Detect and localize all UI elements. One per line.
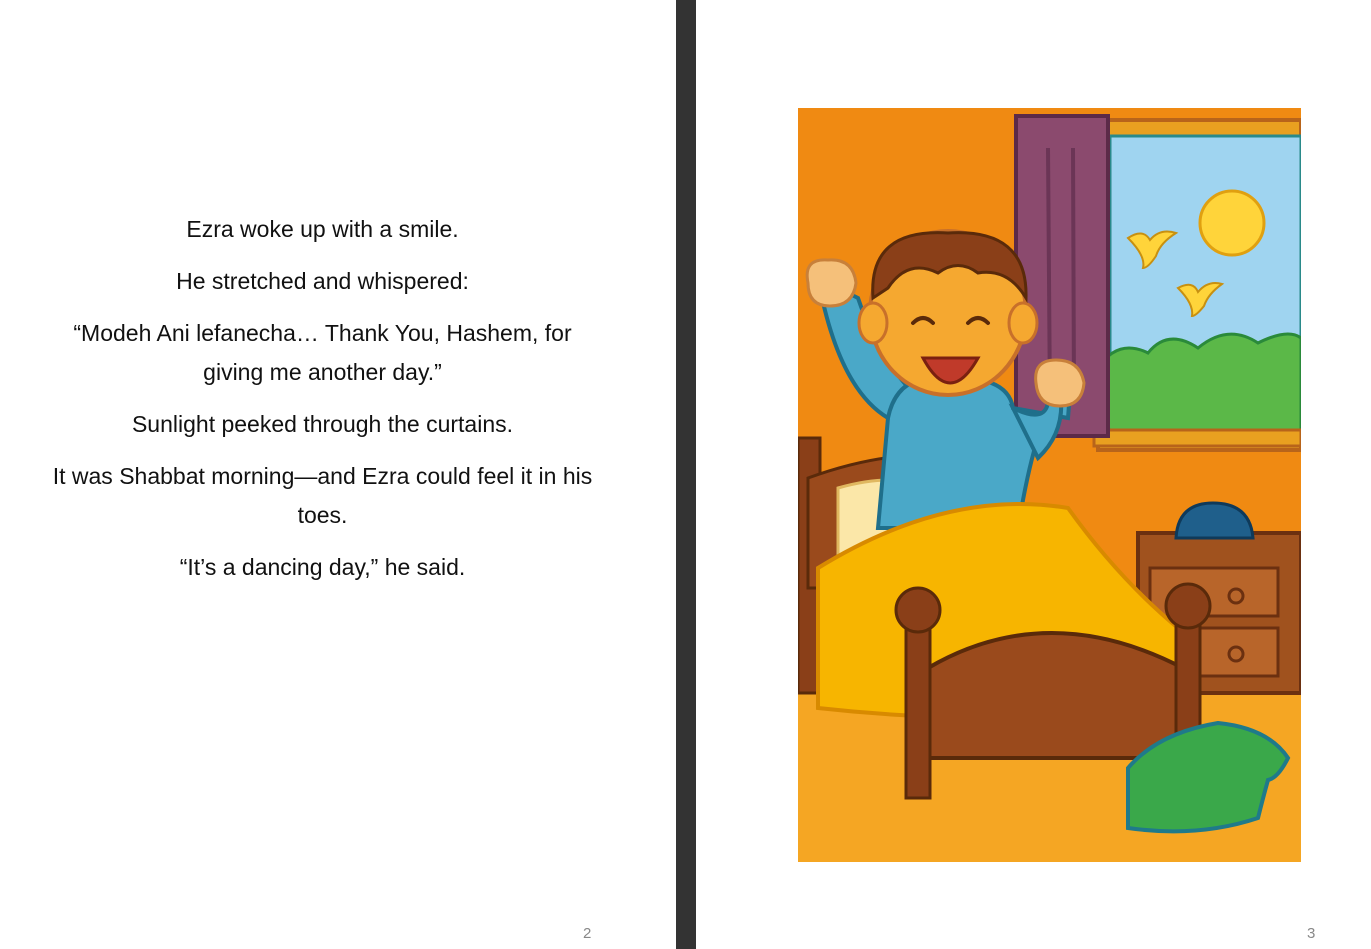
- page-gutter: [676, 0, 696, 949]
- bedroom-illustration: [798, 108, 1301, 862]
- story-paragraph: “Modeh Ani lefanecha… Thank You, Hashem, for giving me another day.”: [73, 320, 572, 385]
- story-paragraph: “It’s a dancing day,” he said.: [179, 554, 466, 580]
- story-paragraph: Sunlight peeked through the curtains.: [131, 411, 514, 437]
- story-paragraph: He stretched and whispered:: [176, 268, 469, 294]
- sun-icon: [1200, 191, 1264, 255]
- story-paragraph: Ezra woke up with a smile.: [186, 216, 459, 242]
- page-number: 3: [1307, 925, 1316, 942]
- story-paragraph: It was Shabbat morning—and Ezra could feel it in his toes.: [52, 463, 593, 528]
- window-icon: [1094, 120, 1301, 450]
- left-page: [0, 0, 676, 949]
- page-number: 2: [583, 925, 592, 942]
- story-text: [40, 210, 605, 600]
- right-page: [696, 0, 1371, 949]
